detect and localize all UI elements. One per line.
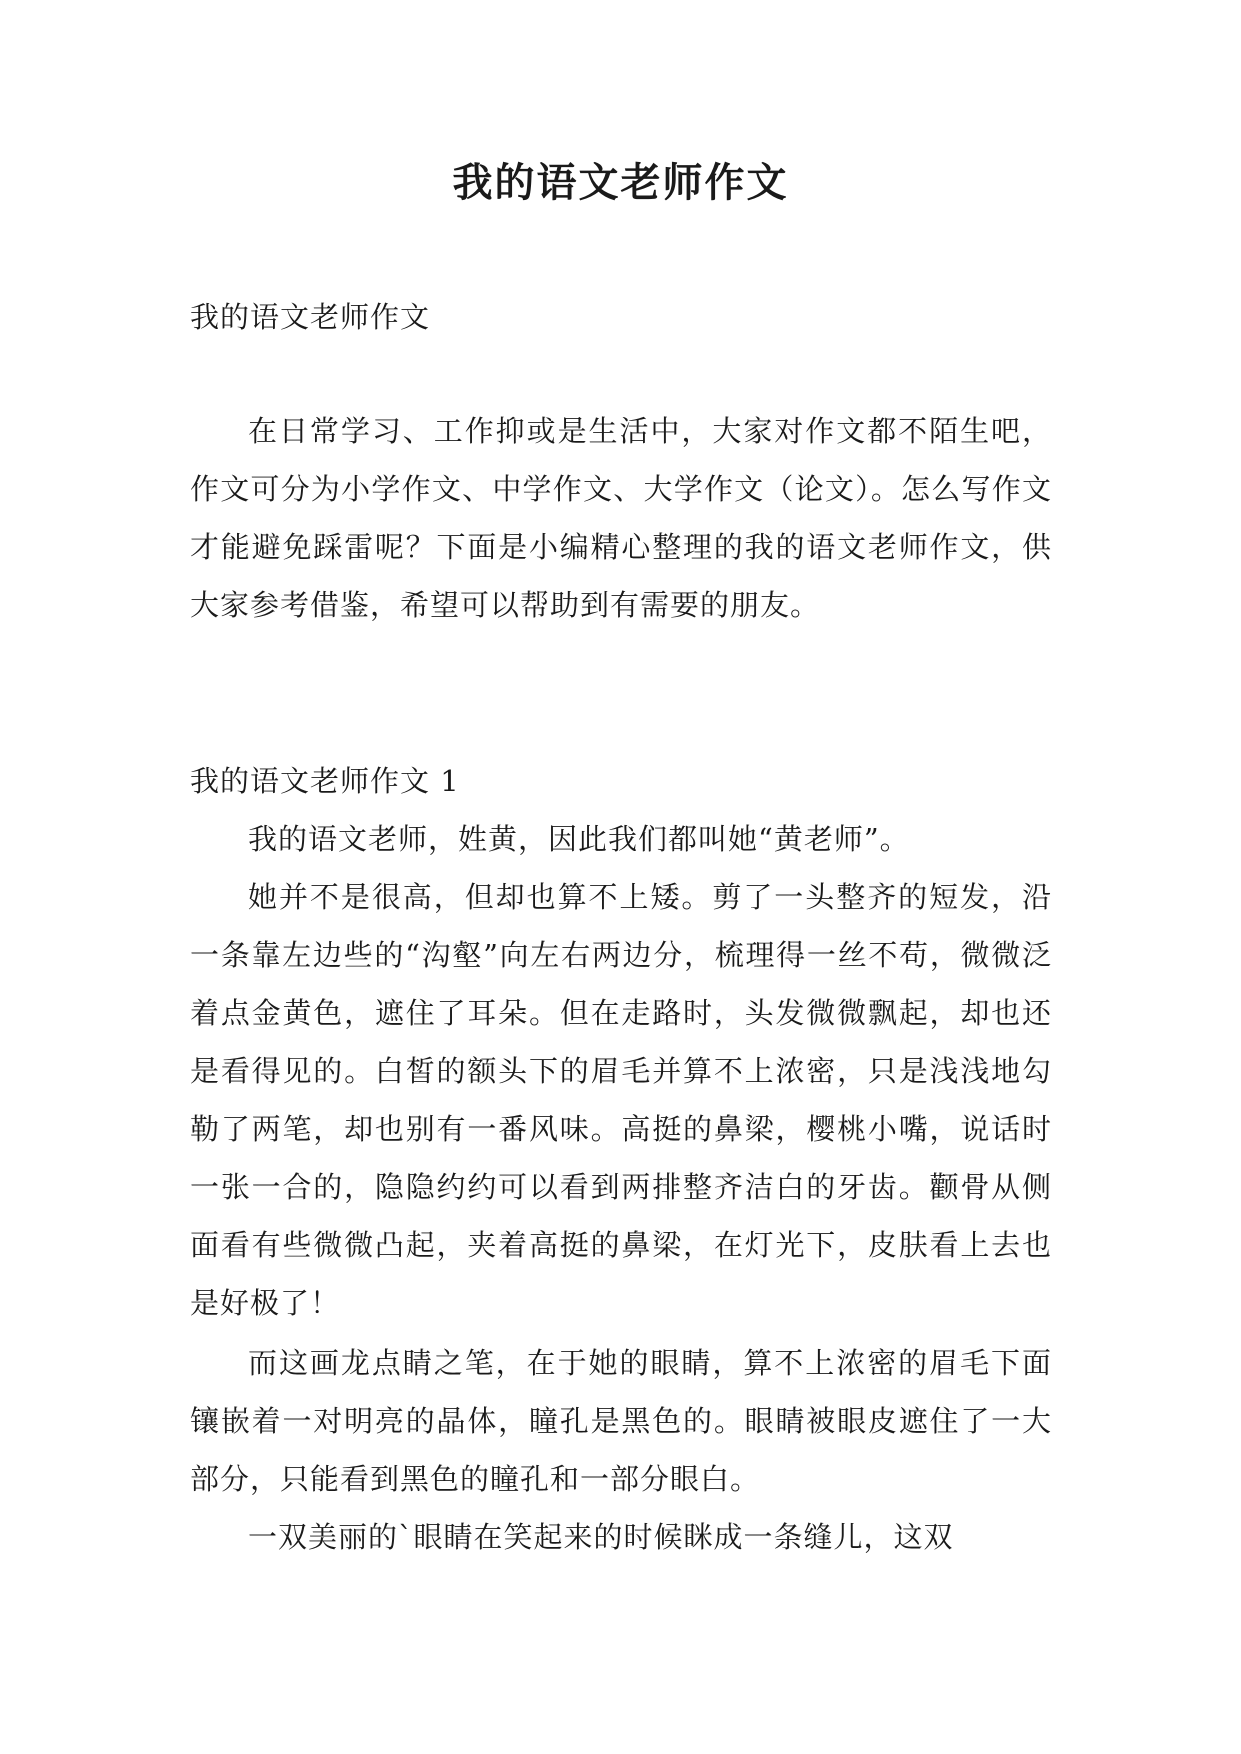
body-paragraph-4: 一双美丽的`眼睛在笑起来的时候眯成一条缝儿，这双 — [248, 1520, 954, 1554]
body-paragraph-2: 她并不是很高，但却也算不上矮。剪了一头整齐的短发，沿一条靠左边些的“沟壑”向左右两边分，梳理得一丝不苟，微微泛着点金黄色，遮住了耳朵。但在走路时，头发微微飘起，却也还是看得见的。白皙的额头下的眉毛并算不上浓密，只是浅浅地勾勒了两笔，却也别有一番风味。高挺的鼻梁，樱桃小嘴，说话时一张一合的，隐隐约约可以看到两排整齐洁白的牙齿。颧骨从侧面看有些微微凸起，夹着高挺的鼻梁，在灯光下，皮肤看上去也是好极了！ — [190, 880, 1052, 1320]
intro-paragraph: 在日常学习、工作抑或是生活中，大家对作文都不陌生吧，作文可分为小学作文、中学作文、大学作文（论文）。怎么写作文才能避免踩雷呢？下面是小编精心整理的我的语文老师作文，供大家参考借鉴，希望可以帮助到有需要的朋友。 — [190, 414, 1052, 622]
document-title: 我的语文老师作文 — [452, 159, 789, 206]
body-paragraph-1: 我的语文老师，姓黄，因此我们都叫她“黄老师”。 — [248, 822, 910, 856]
section-heading: 我的语文老师作文 1 — [190, 764, 460, 798]
document-subtitle: 我的语文老师作文 — [190, 300, 431, 334]
body-paragraph-3: 而这画龙点睛之笔，在于她的眼睛，算不上浓密的眉毛下面镶嵌着一对明亮的晶体，瞳孔是黑色的。眼睛被眼皮遮住了一大部分，只能看到黑色的瞳孔和一部分眼白。 — [190, 1346, 1052, 1496]
